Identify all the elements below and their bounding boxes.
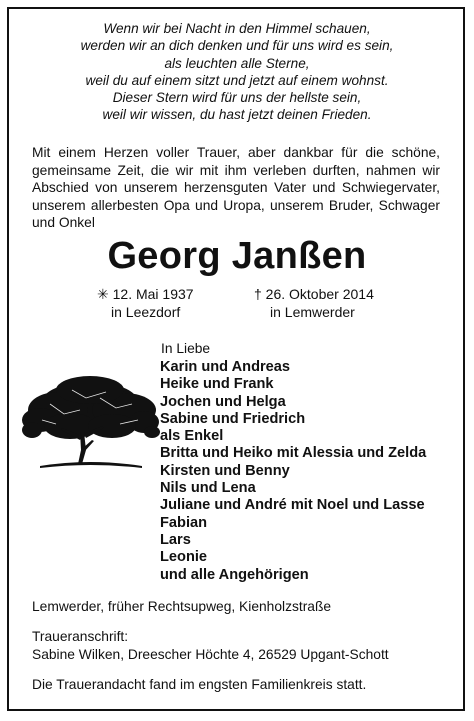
intro-text xyxy=(32,144,440,232)
tree-icon xyxy=(20,368,160,476)
mourner-entry: Fabian xyxy=(160,514,208,531)
intro-line: unserem allerbesten Opa und Uropa, unserem Bruder, Schwager xyxy=(32,197,440,213)
service-note: Die Trauerandacht fand im engsten Familienkreis statt. xyxy=(32,677,367,692)
intro-line: und Onkel xyxy=(32,215,95,231)
address-label: Traueranschrift: xyxy=(32,629,129,644)
poem-line: werden wir an dich denken und für uns wird es sein, xyxy=(80,38,394,54)
poem-line: Dieser Stern wird für uns der hellste sein, xyxy=(112,90,362,106)
mourner-entry: Leonie xyxy=(160,549,208,566)
poem-line: weil wir wissen, du hast jetzt deinen Frieden. xyxy=(102,107,372,123)
birth-date: ✳ 12. Mai 1937 xyxy=(97,286,194,302)
location-line: Lemwerder, früher Rechtsupweg, Kienholzstraße xyxy=(32,599,332,614)
poem xyxy=(0,20,474,124)
birth-place: in Leezdorf xyxy=(111,304,181,320)
poem-line: als leuchten alle Sterne, xyxy=(164,55,310,71)
mourner-entry: und alle Angehörigen xyxy=(160,566,309,583)
death-date: † 26. Oktober 2014 xyxy=(254,286,374,302)
intro-line: Abschied von unserem herzensguten Vater und Schwiegervater, xyxy=(32,180,440,196)
death-info xyxy=(254,285,374,321)
mourner-entry: Sabine und Friedrich xyxy=(160,410,306,427)
intro-line: gemeinsame Zeit, die wir mit ihm verleben durften, nahmen wir xyxy=(32,162,440,178)
mourning-address: Sabine Wilken, Dreescher Höchte 4, 26529 Upgant-Schott xyxy=(32,647,389,662)
poem-line: weil du auf einem sitzt und jetzt auf einem wohnst. xyxy=(85,72,389,88)
mourner-entry: Lars xyxy=(160,531,191,548)
birth-info xyxy=(97,285,194,321)
mourners-list xyxy=(160,359,426,584)
mourner-entry: als Enkel xyxy=(160,428,224,445)
poem-line: Wenn wir bei Nacht in den Himmel schauen, xyxy=(103,21,371,36)
mourner-entry: Jochen und Helga xyxy=(160,393,286,410)
mourner-entry: Karin und Andreas xyxy=(160,359,291,375)
mourner-entry: Juliane und André mit Noel und Lasse xyxy=(160,497,425,514)
intro-line: Mit einem Herzen voller Trauer, aber dankbar für die schöne, xyxy=(32,145,440,160)
mourner-entry: Britta und Heiko mit Alessia und Zelda xyxy=(160,445,427,462)
mourner-entry: Nils und Lena xyxy=(160,480,256,497)
death-place: in Lemwerder xyxy=(270,304,355,320)
deceased-name: Georg Janßen xyxy=(107,235,367,277)
in-liebe-label: In Liebe xyxy=(161,341,211,356)
mourner-entry: Kirsten und Benny xyxy=(160,462,290,479)
mourner-entry: Heike und Frank xyxy=(160,376,274,393)
